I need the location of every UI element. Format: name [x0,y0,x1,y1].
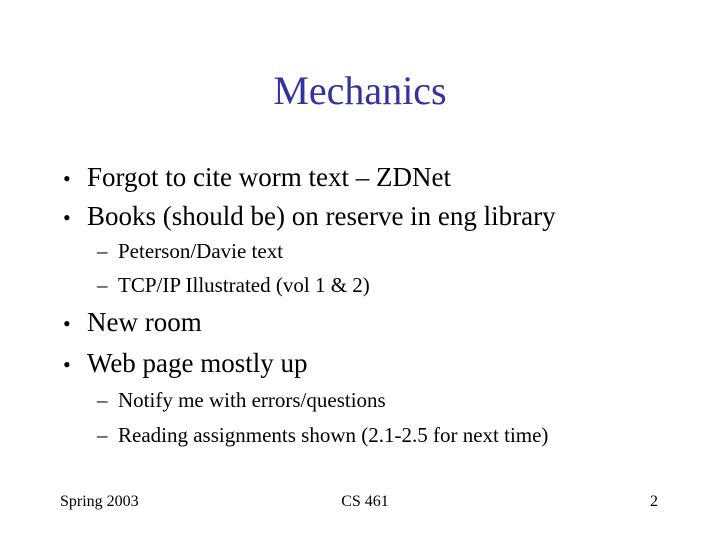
sub-bullet-text: Notify me with errors/questions [118,388,386,412]
bullet-marker: • [63,166,71,191]
bullet-text: Books (should be) on reserve in eng library [87,201,556,231]
bullet-text: Forgot to cite worm text – ZDNet [87,162,451,192]
slide-title: Mechanics [273,68,447,113]
bullet-marker: • [63,352,71,377]
dash-marker: – [97,388,108,412]
footer-course: CS 461 [341,493,389,510]
bullet-marker: • [63,311,71,336]
bullet-text: New room [87,307,202,337]
footer-semester: Spring 2003 [60,493,139,510]
bullet-text: Web page mostly up [87,348,308,378]
sub-bullet-text: Peterson/Davie text [118,239,284,263]
sub-bullet-text: Reading assignments shown (2.1-2.5 for next time) [118,423,549,447]
footer-page-number: 2 [650,493,658,510]
sub-bullet-text: TCP/IP Illustrated (vol 1 & 2) [118,273,370,297]
dash-marker: – [97,273,108,297]
dash-marker: – [97,423,108,447]
bullet-marker: • [63,205,71,230]
dash-marker: – [97,239,108,263]
